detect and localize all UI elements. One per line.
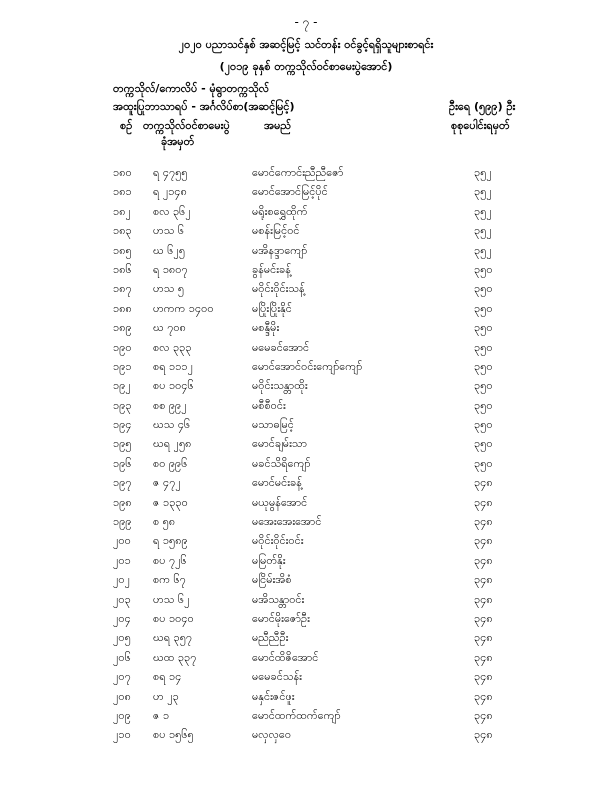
cell-no: ၂၁၀: [113, 728, 131, 742]
table-row: [0, 628, 612, 647]
cell-name: မောင်ထိဇိအောင်: [252, 650, 319, 664]
table-row: [0, 415, 612, 434]
cell-score: ၃၅၀: [474, 301, 493, 315]
cell-score: ၃၅၀: [474, 282, 493, 296]
cell-score: ၃၄၈: [474, 476, 493, 490]
cell-roll: ဃရ ၂၅၈: [153, 437, 192, 451]
document-title: ၂၀၂၀ ပညာသင်နှစ် အဆင့်မြင့် သင်တန်း ဝင်ခွင့်ရရှိသူများစာရင်း: [178, 38, 434, 51]
cell-no: ၁၈၂: [113, 204, 131, 218]
table-row: [0, 473, 612, 492]
cell-no: ၁၈၉: [113, 321, 132, 335]
count-line: ဦးရေ (၅၉၉) ဦး: [449, 100, 516, 113]
cell-score: ၃၅၂: [474, 166, 492, 179]
cell-roll: စ ၅၈: [153, 515, 176, 529]
cell-name: ခွန်မင်းခန့်: [252, 262, 291, 276]
cell-roll: စစ ၉၉၂: [153, 398, 187, 412]
table-row: [0, 648, 612, 667]
cell-no: ၂၀၆: [113, 650, 131, 664]
cell-roll: စပ ၁၀၄၀: [153, 611, 194, 625]
cell-name: မပြိုးပြိုးနိုင်: [252, 301, 292, 315]
cell-no: ၁၈၀: [113, 166, 132, 179]
cell-score: ၃၅၀: [474, 321, 493, 335]
cell-name: မနှင်းဇင်ဖူး: [252, 689, 295, 703]
cell-name: မောင်ချမ်းသာ: [252, 437, 308, 451]
table-row: [0, 202, 612, 221]
cell-roll: စလ ၃၃၃: [153, 340, 192, 354]
cell-name: မအိနဒ္ဒာကျော်: [252, 243, 308, 257]
cell-roll: စပ ၁၅၆၅: [153, 728, 194, 742]
table-row: [0, 570, 612, 589]
cell-roll: ဇ ၄၇၂: [153, 476, 181, 490]
cell-roll: စဝ ၉၉၆: [153, 456, 188, 470]
table-row: [0, 725, 612, 744]
column-header-name: အမည်: [264, 119, 292, 132]
cell-roll: ဟကက ၁၄၀၀: [153, 301, 214, 315]
cell-no: ၁၉၉: [113, 515, 132, 529]
cell-score: ၃၄၈: [474, 592, 493, 606]
cell-name: မစန်းမြင့်ဝင်: [252, 224, 300, 238]
cell-no: ၁၉၁: [113, 359, 132, 373]
cell-score: ၃၄၈: [474, 573, 493, 587]
cell-no: ၂၀၄: [113, 611, 131, 625]
cell-name: မသာဓမြင့်: [252, 418, 294, 432]
cell-name: မရိုးစရွှေထိုက်: [252, 204, 308, 218]
cell-roll: ဟသ ၆: [153, 224, 185, 238]
cell-score: ၃၅၂: [474, 185, 492, 199]
cell-no: ၂၀၉: [113, 708, 131, 722]
cell-no: ၂၀၂: [113, 573, 130, 587]
cell-name: မောင်ကောင်းညီညီဇော်: [252, 166, 344, 179]
cell-name: မောင်အောင်ဝင်းကျော်ကျော်: [252, 359, 363, 373]
table-row: [0, 279, 612, 298]
table-row: [0, 260, 612, 279]
cell-no: ၂၀၅: [113, 631, 131, 645]
cell-roll: စရ ၁၁၁၂: [153, 359, 193, 373]
column-header-no: စဉ်: [120, 119, 133, 132]
cell-roll: ဃသ ၄၆: [153, 418, 191, 432]
cell-name: မမေခင်သန်း: [252, 670, 302, 684]
cell-score: ၃၄၈: [474, 728, 493, 742]
cell-score: ၃၅၀: [474, 418, 493, 432]
cell-roll: ဟသ ၅: [153, 282, 185, 296]
cell-score: ၃၅၀: [474, 398, 493, 412]
cell-roll: စက ၆၇: [153, 573, 186, 587]
table-row: [0, 357, 612, 376]
cell-no: ၁၈၃: [113, 224, 132, 238]
cell-score: ၃၅၀: [474, 437, 493, 451]
table-row: [0, 338, 612, 357]
cell-no: ၁၈၇: [113, 282, 132, 296]
results-table: [0, 163, 612, 745]
cell-score: ၃၄၈: [474, 631, 493, 645]
cell-no: ၂၀၈: [113, 689, 131, 703]
cell-score: ၃၅၀: [474, 379, 493, 393]
cell-score: ၃၄၈: [474, 534, 493, 548]
cell-name: မညီညီဦး: [252, 631, 289, 645]
cell-score: ၃၅၀: [474, 359, 493, 373]
cell-no: ၁၉၅: [113, 437, 132, 451]
cell-no: ၁၈၈: [113, 301, 132, 315]
cell-score: ၃၄၈: [474, 553, 493, 567]
cell-roll: စပ ၁၀၄၆: [153, 379, 194, 393]
cell-no: ၁၈၆: [113, 262, 132, 276]
cell-name: မောင်မိုးဇော်ဦး: [252, 611, 310, 625]
cell-name: မမေခင်အောင်: [252, 340, 310, 354]
table-row: [0, 531, 612, 550]
table-row: [0, 396, 612, 415]
table-row: [0, 493, 612, 512]
document-subtitle: (၂၀၁၉ ခုနှစ် တက္ကသိုလ်ဝင်စာမေးပွဲအောင်): [219, 60, 393, 73]
cell-roll: ဃ ၇၀၈: [153, 321, 186, 335]
table-row: [0, 454, 612, 473]
cell-score: ၃၅၂: [474, 224, 492, 238]
cell-score: ၃၅၀: [474, 340, 493, 354]
cell-score: ၃၄၈: [474, 670, 493, 684]
cell-roll: စပ ၇၂၆: [153, 553, 187, 567]
cell-name: မောင်ထက်ထက်ကျော်: [252, 708, 341, 722]
cell-name: မလှလှဝေ: [252, 728, 292, 742]
cell-name: မောင်မင်းခန့်: [252, 476, 302, 490]
cell-score: ၃၄၈: [474, 689, 493, 703]
table-row: [0, 706, 612, 725]
cell-no: ၂၀၀: [113, 534, 131, 548]
cell-no: ၁၈၁: [113, 185, 132, 199]
table-row: [0, 241, 612, 260]
table-row: [0, 590, 612, 609]
cell-score: ၃၄၈: [474, 515, 493, 529]
cell-score: ၃၅၀: [474, 456, 493, 470]
table-row: [0, 551, 612, 570]
cell-roll: ဃရ ၃၅၇: [153, 631, 193, 645]
cell-roll: ဟ ၂၃: [153, 689, 179, 703]
table-row: [0, 221, 612, 240]
cell-no: ၂၀၃: [113, 592, 131, 606]
cell-roll: စရ ၁၄: [153, 670, 182, 684]
cell-no: ၁၈၅: [113, 243, 132, 257]
cell-name: မောင်အောင်မြင့်ပိုင်: [252, 185, 328, 199]
cell-name: မစီစီဝင်း: [252, 398, 286, 412]
subject-line: အထူးပြုဘာသာရပ် - အင်္ဂလိပ်စာ(အဆင့်မြင့်): [113, 100, 295, 113]
cell-no: ၁၉၄: [113, 418, 132, 432]
page-number: - ၇ -: [294, 15, 318, 29]
cell-score: ၃၅၀: [474, 262, 493, 276]
cell-name: မငြိမ်းအိစံ: [252, 573, 292, 587]
cell-name: မအေးအေးအောင်: [252, 515, 322, 529]
cell-no: ၁၉၃: [113, 398, 132, 412]
cell-name: မဝိုင်းဝိုင်းသန့်: [252, 282, 305, 296]
cell-no: ၁၉၀: [113, 340, 132, 354]
table-row: [0, 318, 612, 337]
cell-name: မဝိုင်းဝိုင်းဝင်း: [252, 534, 304, 548]
cell-roll: ရ ၁၈၀၇: [153, 262, 188, 276]
table-row: [0, 687, 612, 706]
cell-score: ၃၅၂: [474, 243, 492, 257]
cell-score: ၃၄၈: [474, 650, 493, 664]
cell-roll: ရ ၂၁၄၈: [153, 185, 187, 199]
table-row: [0, 163, 612, 182]
cell-roll: ဃ ၆၂၅: [153, 243, 186, 257]
table-row: [0, 376, 612, 395]
column-header-roll-sub: ခုံအမှတ်: [161, 135, 195, 148]
cell-no: ၁၉၈: [113, 495, 132, 509]
cell-roll: ဃထ ၃၃၇: [153, 650, 197, 664]
cell-no: ၂၀၁: [113, 553, 131, 567]
cell-no: ၁၉၇: [113, 476, 132, 490]
cell-name: မဝိုင်းသန္တာထိုး: [252, 379, 308, 393]
cell-name: မခင်သိရိကျော်: [252, 456, 311, 470]
column-header-score: စုစုပေါင်းရမှတ်: [451, 119, 510, 132]
cell-roll: ရ ၁၅၈၉: [153, 534, 188, 548]
university-line: တက္ကသိုလ်/ကောလိပ် - မုံရွာတက္ကသိုလ်: [113, 82, 270, 95]
cell-roll: ရ ၄၇၅၅: [153, 166, 188, 179]
cell-roll: ဇ ၁၃၃၀: [153, 495, 188, 509]
cell-no: ၁၉၂: [113, 379, 131, 393]
cell-score: ၃၄၈: [474, 708, 493, 722]
cell-no: ၁၉၆: [113, 456, 132, 470]
cell-name: မအိသန္တာဝင်း: [252, 592, 305, 606]
cell-roll: ဇ ၁: [153, 708, 170, 722]
table-row: [0, 609, 612, 628]
cell-name: မစန္ဒီမိုး: [252, 321, 280, 335]
cell-name: မမြတ်နိုး: [252, 553, 286, 567]
cell-score: ၃၄၈: [474, 611, 493, 625]
cell-score: ၃၅၂: [474, 204, 492, 218]
cell-score: ၃၄၈: [474, 495, 493, 509]
table-row: [0, 434, 612, 453]
cell-no: ၂၀၇: [113, 670, 131, 684]
cell-roll: စလ ၃၆၂: [153, 204, 191, 218]
table-row: [0, 182, 612, 201]
column-header-roll: တက္ကသိုလ်ဝင်စာမေးပွဲ: [143, 119, 230, 132]
table-row: [0, 667, 612, 686]
cell-name: မယုမွန်အောင်: [252, 495, 308, 509]
cell-roll: ဟသ ၆၂: [153, 592, 190, 606]
table-row: [0, 512, 612, 531]
table-row: [0, 299, 612, 318]
